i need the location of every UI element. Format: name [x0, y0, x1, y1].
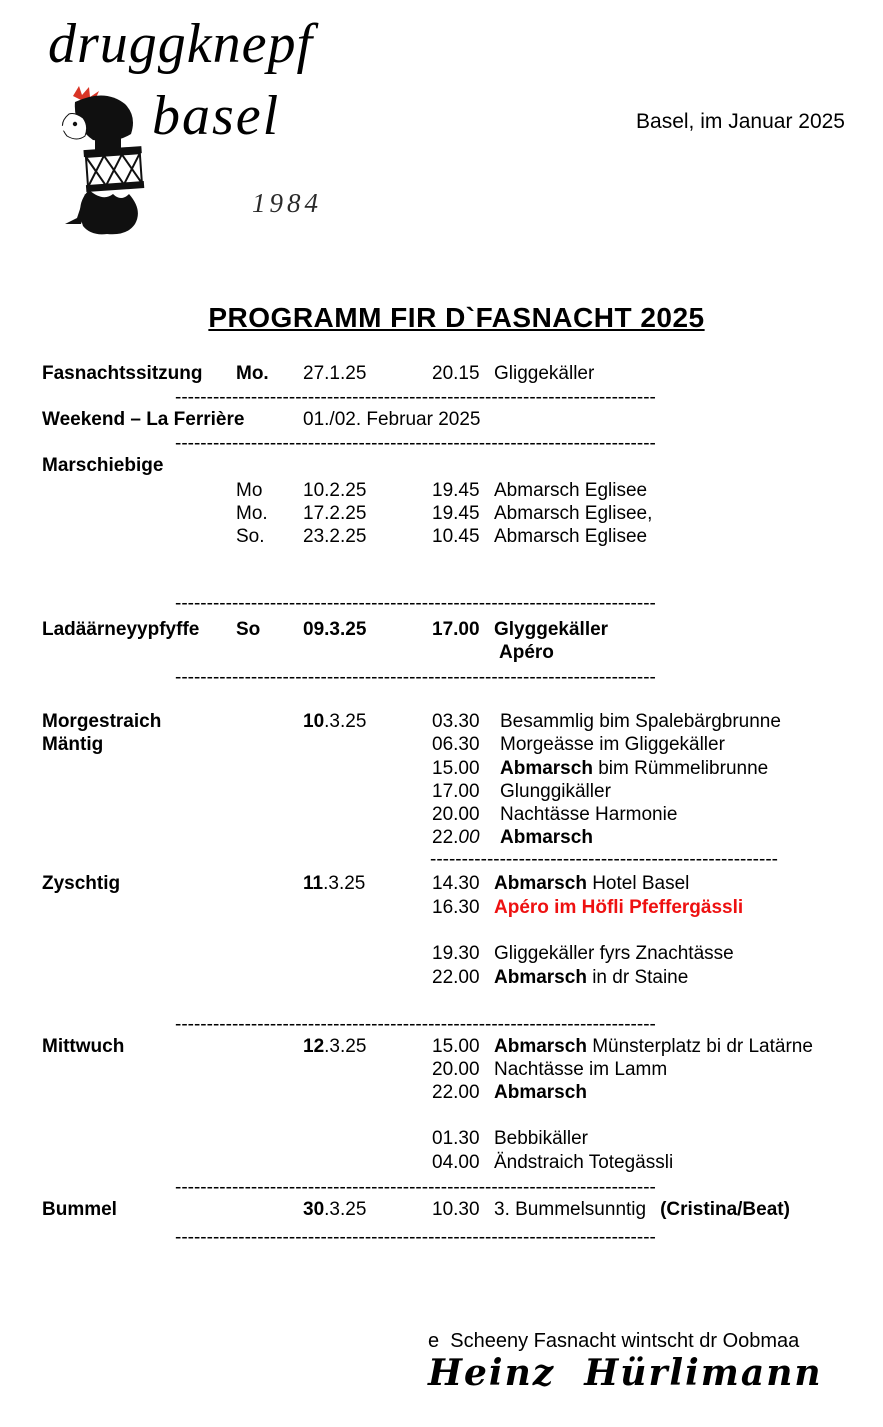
event-desc: Abmarsch Eglisee: [494, 526, 648, 547]
item-time: 17.00: [432, 781, 480, 802]
event-desc: Abmarsch Eglisee: [494, 480, 648, 501]
separator-dashes: ----------------------------------------------------------------------------: [175, 667, 656, 688]
event-desc: Gliggekäller: [494, 363, 595, 384]
event-date: 09.3.25: [303, 619, 367, 640]
event-desc: Apéro: [499, 642, 554, 663]
row-morgestraich-1: [0, 711, 883, 735]
item-time: 20.00: [432, 804, 480, 825]
separator: [0, 433, 883, 457]
separator-dashes: ----------------------------------------------------------------------------: [175, 433, 656, 454]
item-desc: Abmarsch Hotel Basel: [494, 873, 690, 894]
event-day: Mo.: [236, 363, 269, 384]
separator: [0, 849, 883, 873]
date-line: Basel, im Januar 2025: [636, 110, 845, 133]
item-time: 20.00: [432, 1059, 480, 1080]
event-date: 27.1.25: [303, 363, 367, 384]
separator: [0, 387, 883, 411]
item-desc: 3. Bummelsunntig (Cristina/Beat): [494, 1199, 790, 1220]
item-time: 06.30: [432, 734, 480, 755]
row-mittwuch-5: [0, 1152, 883, 1176]
event-date: 11.3.25: [303, 873, 366, 894]
separator-dashes: -------------------------------------------------------: [430, 849, 778, 870]
separator: [0, 1177, 883, 1201]
item-desc: Nachtässe im Lamm: [494, 1059, 668, 1080]
logo-name: druggknepf: [48, 13, 314, 75]
item-desc: Nachtässe Harmonie: [500, 804, 678, 825]
event-date: 30.3.25: [303, 1199, 367, 1220]
event-date: 12.3.25: [303, 1036, 367, 1057]
event-day: So.: [236, 526, 265, 547]
row-bummel: [0, 1199, 883, 1223]
event-label: Marschiebige: [42, 455, 164, 476]
event-label: Bummel: [42, 1199, 117, 1220]
item-desc: Abmarsch bim Rümmelibrunne: [500, 758, 769, 779]
separator: [0, 667, 883, 691]
row-marschiebige-3: [0, 526, 883, 550]
row-marschiebige: [0, 455, 883, 479]
event-desc: Abmarsch Eglisee,: [494, 503, 653, 524]
item-time: 22.00: [432, 1082, 480, 1103]
event-label: Weekend – La Ferrière: [42, 409, 245, 430]
item-time: 15.00: [432, 1036, 480, 1057]
separator-dashes: ----------------------------------------------------------------------------: [175, 1014, 656, 1035]
item-time: 15.00: [432, 758, 480, 779]
separator-dashes: ----------------------------------------------------------------------------: [175, 1177, 656, 1198]
logo-year: 1984: [252, 188, 322, 218]
event-date: 10.3.25: [303, 711, 367, 732]
row-zyschtig-4: [0, 967, 883, 991]
item-desc: Abmarsch Münsterplatz bi dr Latärne: [494, 1036, 813, 1057]
event-day: Mo.: [236, 503, 268, 524]
row-zyschtig-3: [0, 943, 883, 967]
row-fasnachtssitzung: [0, 363, 883, 387]
page-title: PROGRAMM FIR D`FASNACHT 2025: [208, 302, 705, 333]
event-label: Mittwuch: [42, 1036, 125, 1057]
item-desc: Abmarsch: [494, 1082, 587, 1103]
row-mittwuch-3: [0, 1082, 883, 1106]
item-desc: Bebbikäller: [494, 1128, 588, 1149]
row-mittwuch-4: [0, 1128, 883, 1152]
item-desc: Glunggikäller: [500, 781, 611, 802]
item-desc: Gliggekäller fyrs Znachtässe: [494, 943, 734, 964]
event-desc: Glyggekäller: [494, 619, 609, 640]
item-time: 22.00: [432, 827, 480, 848]
row-marschiebige-2: [0, 503, 883, 527]
event-label: Mäntig: [42, 734, 104, 755]
row-zyschtig-1: [0, 873, 883, 897]
row-ladaarneyypfyffe-2: [0, 642, 883, 666]
row-morgestraich-2: [0, 734, 883, 758]
item-desc: Besammlig bim Spalebärgbrunne: [500, 711, 781, 732]
item-time: 01.30: [432, 1128, 480, 1149]
row-mittwuch-2: [0, 1059, 883, 1083]
row-ladaarneyypfyffe: [0, 619, 883, 643]
separator-dashes: ----------------------------------------------------------------------------: [175, 593, 656, 614]
logo-city: basel: [152, 85, 281, 147]
waggis-drummer-icon: [55, 86, 170, 236]
event-label: Morgestraich: [42, 711, 162, 732]
row-weekend: [0, 409, 883, 433]
event-date: 23.2.25: [303, 526, 367, 547]
item-time: 10.30: [432, 1199, 480, 1220]
event-time: 10.45: [432, 526, 480, 547]
event-date: 10.2.25: [303, 480, 367, 501]
separator-dashes: ----------------------------------------------------------------------------: [175, 387, 656, 408]
separator: [0, 593, 883, 617]
event-date: 17.2.25: [303, 503, 367, 524]
item-desc: Ändstraich Totegässli: [494, 1152, 674, 1173]
item-time: 04.00: [432, 1152, 480, 1173]
separator: [0, 1014, 883, 1038]
item-time: 03.30: [432, 711, 480, 732]
event-time: 19.45: [432, 480, 480, 501]
event-time: 17.00: [432, 619, 480, 640]
event-label: Ladäärneyypfyffe: [42, 619, 200, 640]
row-morgestraich-3: [0, 758, 883, 782]
footer-greeting: e Scheeny Fasnacht wintscht dr Oobmaa: [428, 1330, 800, 1352]
item-time: 19.30: [432, 943, 480, 964]
item-desc: Abmarsch: [500, 827, 593, 848]
row-marschiebige-1: [0, 480, 883, 504]
event-day: Mo: [236, 480, 263, 501]
event-time: 19.45: [432, 503, 480, 524]
row-mittwuch-1: [0, 1036, 883, 1060]
separator-dashes: ----------------------------------------------------------------------------: [175, 1227, 656, 1248]
row-zyschtig-2: [0, 897, 883, 921]
event-day: So: [236, 619, 261, 640]
event-label: Fasnachtssitzung: [42, 363, 203, 384]
row-morgestraich-4: [0, 781, 883, 805]
row-morgestraich-5: [0, 804, 883, 828]
event-label: Zyschtig: [42, 873, 121, 894]
item-desc: Morgeässe im Gliggekäller: [500, 734, 725, 755]
item-time: 14.30: [432, 873, 480, 894]
item-time: 16.30: [432, 897, 480, 918]
event-date: 01./02. Februar 2025: [303, 409, 481, 430]
row-morgestraich-6: [0, 827, 883, 851]
separator: [0, 1227, 883, 1251]
item-time: 22.00: [432, 967, 480, 988]
item-desc-highlight: Apéro im Höfli Pfeffergässli: [494, 897, 744, 918]
item-desc: Abmarsch in dr Staine: [494, 967, 689, 988]
signature: Heinz Hürlimann: [428, 1352, 823, 1394]
event-time: 20.15: [432, 363, 480, 384]
